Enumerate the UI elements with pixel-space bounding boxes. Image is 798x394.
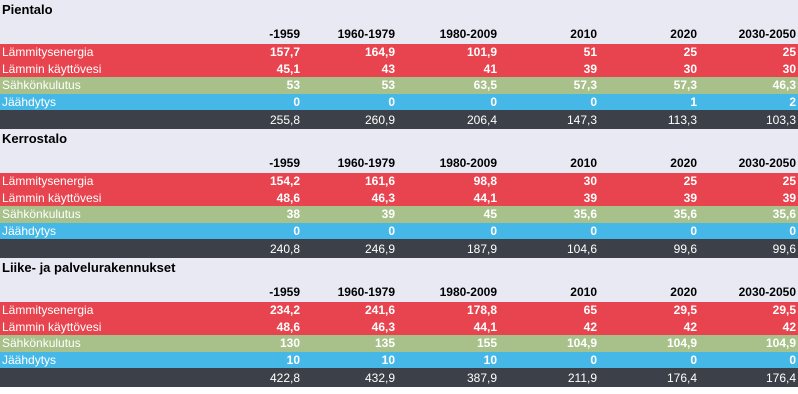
data-cell: 35,6 <box>699 206 798 223</box>
empty-cell <box>397 0 499 24</box>
row-label: Jäähdytys <box>0 223 232 240</box>
column-header: -1959 <box>232 153 302 173</box>
data-cell: 39 <box>499 190 599 207</box>
data-cell: 39 <box>499 61 599 78</box>
empty-cell <box>599 0 699 24</box>
data-cell: 0 <box>302 94 397 111</box>
data-cell: 155 <box>397 335 499 352</box>
column-header: 1960-1979 <box>302 24 397 44</box>
section-title: Pientalo <box>0 0 232 24</box>
data-cell: 25 <box>699 44 798 61</box>
data-cell: 178,8 <box>397 302 499 319</box>
data-cell: 0 <box>397 94 499 111</box>
total-cell: 387,9 <box>397 368 499 387</box>
total-cell: 176,4 <box>599 368 699 387</box>
total-cell: 211,9 <box>499 368 599 387</box>
data-cell: 10 <box>302 352 397 369</box>
column-header: 1960-1979 <box>302 153 397 173</box>
data-row <box>0 44 798 61</box>
column-header: 2030-2050 <box>699 24 798 44</box>
empty-cell <box>699 258 798 282</box>
data-cell: 65 <box>499 302 599 319</box>
section-title: Kerrostalo <box>0 129 232 153</box>
column-header: 1960-1979 <box>302 282 397 302</box>
data-row <box>0 335 798 352</box>
row-label: Lämmin käyttövesi <box>0 319 232 336</box>
data-cell: 42 <box>699 319 798 336</box>
total-cell: 260,9 <box>302 110 397 129</box>
data-cell: 25 <box>699 173 798 190</box>
column-header: 2010 <box>499 282 599 302</box>
row-label: Sähkönkulutus <box>0 335 232 352</box>
total-cell: 206,4 <box>397 110 499 129</box>
data-cell: 135 <box>302 335 397 352</box>
data-cell: 0 <box>302 223 397 240</box>
column-header-row <box>0 153 798 173</box>
data-cell: 46,3 <box>302 319 397 336</box>
data-cell: 53 <box>232 77 302 94</box>
data-row <box>0 77 798 94</box>
column-header-row <box>0 24 798 44</box>
total-row <box>0 368 798 387</box>
data-cell: 164,9 <box>302 44 397 61</box>
data-cell: 241,6 <box>302 302 397 319</box>
data-cell: 46,3 <box>699 77 798 94</box>
data-cell: 44,1 <box>397 319 499 336</box>
empty-cell <box>599 258 699 282</box>
data-cell: 38 <box>232 206 302 223</box>
row-label: Lämmitysenergia <box>0 302 232 319</box>
empty-cell <box>499 0 599 24</box>
empty-cell <box>499 258 599 282</box>
empty-cell <box>0 24 232 44</box>
row-label: Lämmin käyttövesi <box>0 61 232 78</box>
empty-cell <box>599 129 699 153</box>
column-header: 2010 <box>499 24 599 44</box>
column-header: 2020 <box>599 153 699 173</box>
data-cell: 161,6 <box>302 173 397 190</box>
column-header: 2010 <box>499 153 599 173</box>
total-cell: 176,4 <box>699 368 798 387</box>
data-row <box>0 61 798 78</box>
empty-cell <box>232 258 302 282</box>
column-header: 1980-2009 <box>397 153 499 173</box>
column-header: -1959 <box>232 282 302 302</box>
empty-cell <box>397 129 499 153</box>
row-label: Sähkönkulutus <box>0 77 232 94</box>
column-header: 2030-2050 <box>699 153 798 173</box>
empty-cell <box>0 110 232 129</box>
data-row <box>0 319 798 336</box>
data-cell: 0 <box>397 223 499 240</box>
data-cell: 98,8 <box>397 173 499 190</box>
data-cell: 10 <box>232 352 302 369</box>
empty-cell <box>0 368 232 387</box>
data-cell: 0 <box>499 352 599 369</box>
total-cell: 103,3 <box>699 110 798 129</box>
data-cell: 104,9 <box>599 335 699 352</box>
data-cell: 41 <box>397 61 499 78</box>
section-title-row <box>0 129 798 153</box>
section-title-row <box>0 258 798 282</box>
row-label: Lämmin käyttövesi <box>0 190 232 207</box>
data-cell: 39 <box>302 206 397 223</box>
column-header-row <box>0 282 798 302</box>
data-cell: 0 <box>699 223 798 240</box>
total-cell: 255,8 <box>232 110 302 129</box>
data-cell: 39 <box>599 190 699 207</box>
data-cell: 43 <box>302 61 397 78</box>
data-cell: 57,3 <box>599 77 699 94</box>
empty-cell <box>302 258 397 282</box>
data-cell: 25 <box>599 173 699 190</box>
data-row <box>0 173 798 190</box>
data-cell: 0 <box>499 223 599 240</box>
data-cell: 1 <box>599 94 699 111</box>
total-cell: 147,3 <box>499 110 599 129</box>
data-cell: 46,3 <box>302 190 397 207</box>
total-cell: 432,9 <box>302 368 397 387</box>
data-cell: 45,1 <box>232 61 302 78</box>
data-row <box>0 223 798 240</box>
row-label: Sähkönkulutus <box>0 206 232 223</box>
data-cell: 29,5 <box>699 302 798 319</box>
data-cell: 42 <box>499 319 599 336</box>
empty-cell <box>0 153 232 173</box>
data-cell: 30 <box>699 61 798 78</box>
data-cell: 30 <box>499 173 599 190</box>
empty-cell <box>499 129 599 153</box>
data-cell: 0 <box>499 94 599 111</box>
data-cell: 234,2 <box>232 302 302 319</box>
column-header: 1980-2009 <box>397 282 499 302</box>
empty-cell <box>0 282 232 302</box>
row-label: Jäähdytys <box>0 94 232 111</box>
data-row <box>0 190 798 207</box>
data-cell: 44,1 <box>397 190 499 207</box>
data-row <box>0 206 798 223</box>
data-row <box>0 94 798 111</box>
total-cell: 240,8 <box>232 239 302 258</box>
data-cell: 130 <box>232 335 302 352</box>
data-cell: 25 <box>599 44 699 61</box>
data-cell: 0 <box>232 223 302 240</box>
section-title-row <box>0 0 798 24</box>
data-cell: 104,9 <box>499 335 599 352</box>
data-cell: 29,5 <box>599 302 699 319</box>
empty-cell <box>232 0 302 24</box>
data-cell: 0 <box>699 352 798 369</box>
column-header: 2020 <box>599 282 699 302</box>
total-cell: 99,6 <box>599 239 699 258</box>
empty-cell <box>0 239 232 258</box>
data-cell: 30 <box>599 61 699 78</box>
total-cell: 104,6 <box>499 239 599 258</box>
data-cell: 53 <box>302 77 397 94</box>
data-cell: 10 <box>397 352 499 369</box>
total-row <box>0 239 798 258</box>
data-cell: 51 <box>499 44 599 61</box>
data-cell: 154,2 <box>232 173 302 190</box>
empty-cell <box>302 0 397 24</box>
data-cell: 35,6 <box>599 206 699 223</box>
total-cell: 422,8 <box>232 368 302 387</box>
data-row <box>0 352 798 369</box>
empty-cell <box>699 0 798 24</box>
data-cell: 157,7 <box>232 44 302 61</box>
section-title: Liike- ja palvelurakennukset <box>0 258 232 282</box>
total-cell: 246,9 <box>302 239 397 258</box>
data-row <box>0 302 798 319</box>
column-header: 2020 <box>599 24 699 44</box>
column-header: 2030-2050 <box>699 282 798 302</box>
data-cell: 35,6 <box>499 206 599 223</box>
data-cell: 0 <box>232 94 302 111</box>
empty-cell <box>302 129 397 153</box>
data-cell: 104,9 <box>699 335 798 352</box>
total-cell: 113,3 <box>599 110 699 129</box>
data-cell: 0 <box>599 223 699 240</box>
data-cell: 48,6 <box>232 190 302 207</box>
data-cell: 2 <box>699 94 798 111</box>
data-cell: 45 <box>397 206 499 223</box>
empty-cell <box>699 129 798 153</box>
empty-cell <box>397 258 499 282</box>
total-row <box>0 110 798 129</box>
data-cell: 101,9 <box>397 44 499 61</box>
column-header: -1959 <box>232 24 302 44</box>
total-cell: 187,9 <box>397 239 499 258</box>
total-cell: 99,6 <box>699 239 798 258</box>
data-cell: 39 <box>699 190 798 207</box>
data-cell: 48,6 <box>232 319 302 336</box>
empty-cell <box>232 129 302 153</box>
data-cell: 63,5 <box>397 77 499 94</box>
row-label: Lämmitysenergia <box>0 173 232 190</box>
row-label: Jäähdytys <box>0 352 232 369</box>
row-label: Lämmitysenergia <box>0 44 232 61</box>
data-cell: 0 <box>599 352 699 369</box>
data-cell: 57,3 <box>499 77 599 94</box>
data-cell: 42 <box>599 319 699 336</box>
column-header: 1980-2009 <box>397 24 499 44</box>
